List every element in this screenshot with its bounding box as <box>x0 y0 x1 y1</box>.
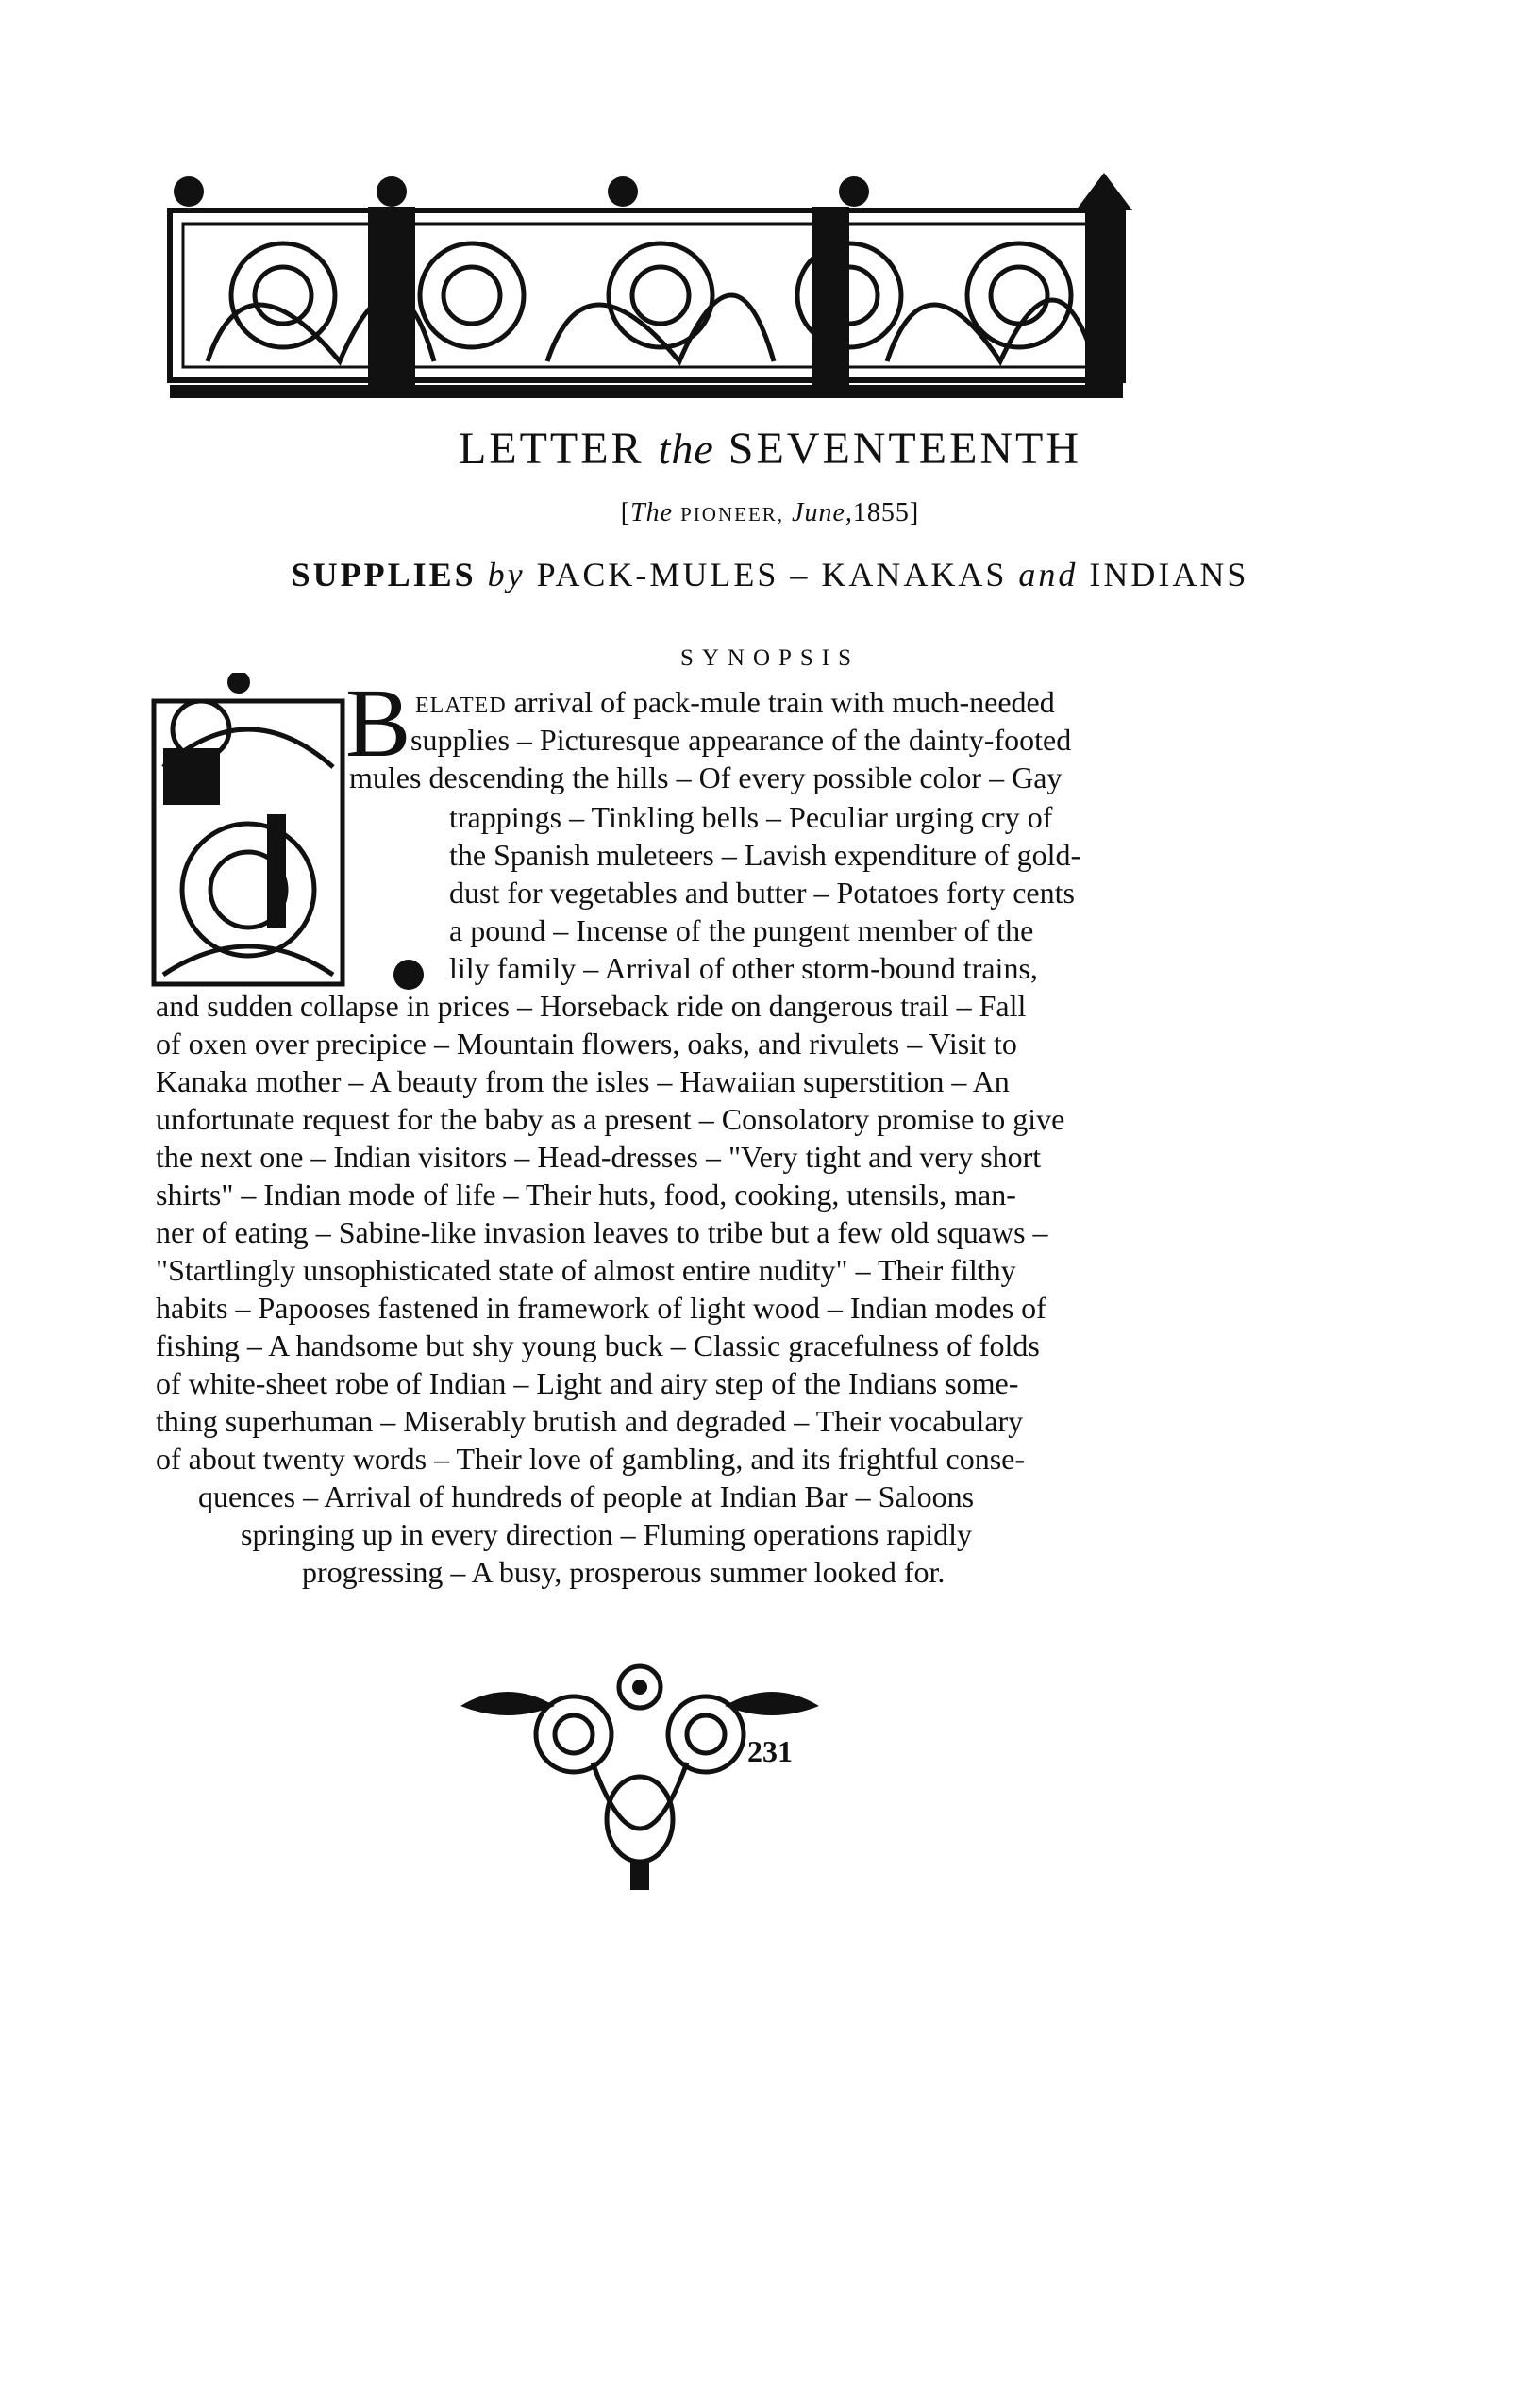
synopsis-line: supplies – Picturesque appearance of the dainty-footed <box>410 723 1072 757</box>
synopsis-line: of oxen over precipice – Mountain flowers, oaks, and rivulets – Visit to <box>156 1027 1017 1061</box>
synopsis-line: of about twenty words – Their love of gambling, and its frightful conse- <box>156 1442 1025 1476</box>
title-letter: LETTER <box>458 424 644 474</box>
page-number: 231 <box>747 1734 793 1768</box>
synopsis-line: Kanaka mother – A beauty from the isles – Hawaiian superstition – An <box>156 1064 1010 1098</box>
synopsis-line: progressing – A busy, prosperous summer looked for. <box>302 1555 946 1589</box>
ornamental-banner <box>151 173 1145 407</box>
synopsis-line: springing up in every direction – Fluming operations rapidly <box>241 1517 972 1551</box>
synopsis-line: a pound – Incense of the pungent member of the <box>449 913 1034 947</box>
synopsis-line: and sudden collapse in prices – Horseback ride on dangerous trail – Fall <box>156 989 1027 1023</box>
synopsis-line: ner of eating – Sabine-like invasion leaves to tribe but a few old squaws – <box>156 1215 1048 1249</box>
synopsis-line: of white-sheet robe of Indian – Light and airy step of the Indians some- <box>156 1366 1019 1400</box>
synopsis-line: the Spanish muleteers – Lavish expenditure of gold- <box>449 838 1081 872</box>
synopsis-line: fishing – A handsome but shy young buck – Classic gracefulness of folds <box>156 1329 1040 1362</box>
synopsis-line: quences – Arrival of hundreds of people at Indian Bar – Saloons <box>198 1479 975 1513</box>
synopsis-line: ELATED arrival of pack-mule train with much-needed <box>415 685 1055 719</box>
synopsis-line: lily family – Arrival of other storm-bound trains, <box>449 951 1038 985</box>
source-citation: [The PIONEER, June,1855] <box>620 498 920 527</box>
synopsis-line: habits – Papooses fastened in framework of light wood – Indian modes of <box>156 1291 1046 1325</box>
drop-cap: B <box>345 669 411 777</box>
synopsis-line: unfortunate request for the baby as a present – Consolatory promise to give <box>156 1102 1065 1136</box>
synopsis-line: dust for vegetables and butter – Potatoes forty cents <box>449 876 1075 910</box>
synopsis-line: "Startlingly unsophisticated state of almost entire nudity" – Their filthy <box>156 1253 1016 1287</box>
synopsis-line: mules descending the hills – Of every possible color – Gay <box>349 760 1063 794</box>
tailpiece-ornament <box>451 1649 829 1909</box>
chapter-headline: SUPPLIES by PACK-MULES – KANAKAS and INDIANS <box>291 556 1249 593</box>
title-the: the <box>658 425 714 473</box>
synopsis-heading: SYNOPSIS <box>679 645 861 671</box>
synopsis-line: trappings – Tinkling bells – Peculiar urging cry of <box>449 800 1053 834</box>
synopsis-line: thing superhuman – Miserably brutish and degraded – Their vocabulary <box>156 1404 1024 1438</box>
title-seventeenth: SEVENTEENTH <box>728 424 1082 474</box>
letter-title <box>0 423 1540 475</box>
synopsis-line: the next one – Indian visitors – Head-dresses – "Very tight and very short <box>156 1140 1042 1174</box>
synopsis-line: shirts" – Indian mode of life – Their huts, food, cooking, utensils, man- <box>156 1178 1016 1212</box>
